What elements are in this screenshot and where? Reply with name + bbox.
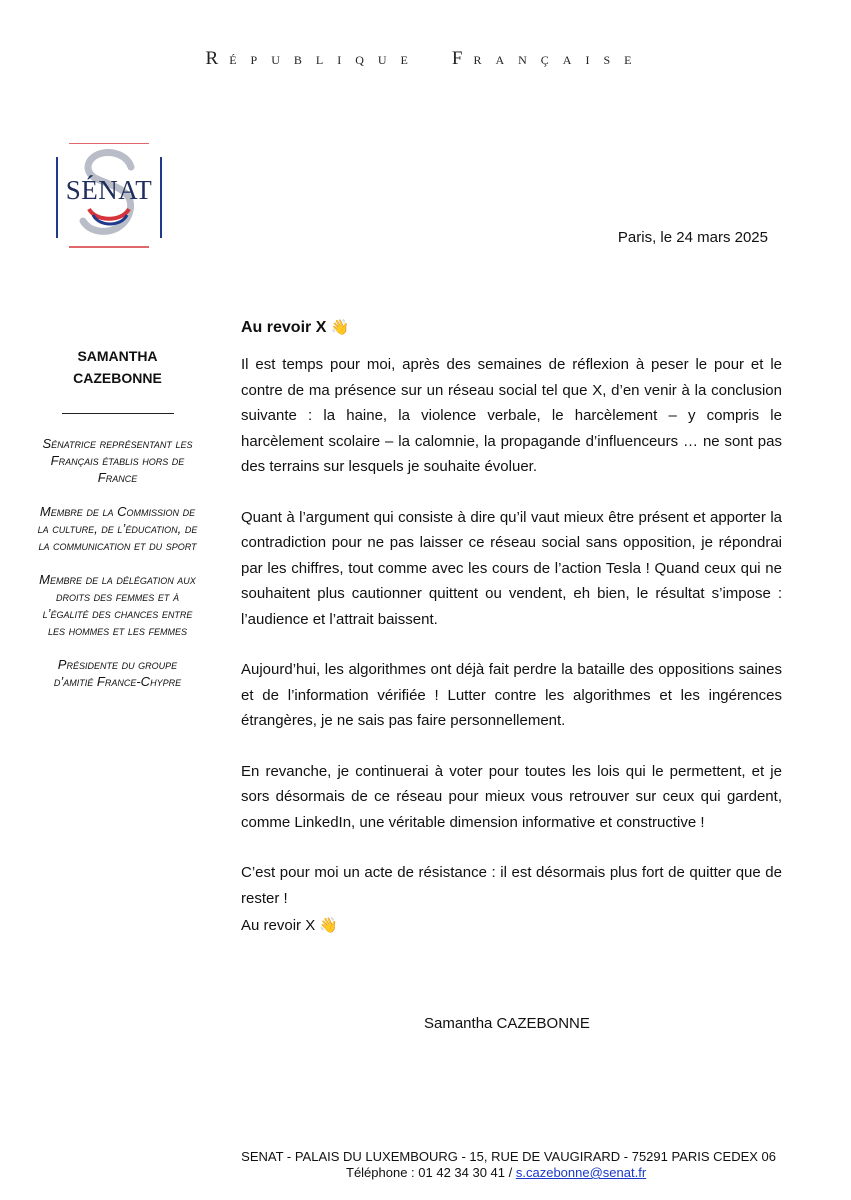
letter-date: Paris, le 24 mars 2025 xyxy=(617,229,768,246)
senator-last-name: CAZEBONNE xyxy=(73,370,162,386)
paragraph-4: En revanche, je continuerai à voter pour toutes les lois qui le permettent, et je sors désormais de ce réseau pour mieux vous retrouver sur ceux qui gardent, comme LinkedIn, une véritable dimension informative et constructive ! xyxy=(241,762,782,831)
paragraph-2: Quant à l’argument qui consiste à dire qu’il vaut mieux être présent et apporter la contradiction pour ne pas laisser ce réseau social sans opposition, je répondrai par les chiffres, tout comme avec les cours de l’action Tesla ! Quand ceux qui ne souhaitent plus cautionner quittent ou vendent, eh bien, le résultat s’impose : l’audience et l’attrait baissent. xyxy=(241,508,782,628)
paragraph-1: Il est temps pour moi, après des semaines de réflexion à peser le pour et le contre de ma présence sur un réseau social tel que X, d’en venir à la conclusion suivante : la haine, la violence verbale, le harcèlement – y compris le harcèlement scolaire – la calomnie, la propagande d’influenceurs … ne sont pas des terrains sur lesquels je souhaite évoluer. xyxy=(241,356,782,475)
header-initial-f: F xyxy=(451,48,474,69)
role-commission-culture: Membre de la Commission de la culture, de l’éducation, de la communication et du sport xyxy=(37,504,198,553)
signature: Samantha CAZEBONNE xyxy=(424,1015,590,1032)
senat-logo-text: SÉNAT xyxy=(65,175,153,205)
senator-first-name: SAMANTHA xyxy=(77,348,158,364)
waving-hand-icon: 👋 xyxy=(330,319,350,336)
footer-phone: Téléphone : 01 42 34 30 41 / xyxy=(346,1165,513,1180)
footer-contact xyxy=(346,1165,646,1181)
letter-subject-text: Au revoir X xyxy=(241,319,327,336)
footer-email-link[interactable]: s.cazebonne@senat.fr xyxy=(515,1165,647,1180)
letter-body xyxy=(241,318,782,937)
role-senatrice: Sénatrice représentant les Français établis hors de France xyxy=(42,436,193,485)
paragraph-3: Aujourd’hui, les algorithmes ont déjà fait perdre la bataille des oppositions saines et de l’information vérifiée ! Lutter contre les algorithmes et les ingérences étrangères, je ne sais pas faire personnellement. xyxy=(241,661,782,729)
letter-subject xyxy=(241,318,782,338)
role-delegation-droits-femmes: Membre de la délégation aux droits des femmes et à l’égalité des chances entre les hommes et les femmes xyxy=(39,572,196,638)
waving-hand-icon: 👋 xyxy=(319,917,339,934)
letter-closing-text: Au revoir X xyxy=(241,917,316,934)
sender-sidebar xyxy=(30,345,205,707)
role-groupe-amitie: Présidente du groupe d’amitié France-Chypre xyxy=(53,657,182,689)
senator-name xyxy=(63,345,173,389)
header-word-republique: ÉPUBLIQUE xyxy=(229,53,422,67)
letter-closing xyxy=(241,915,782,937)
senat-logo xyxy=(55,143,163,249)
paragraph-5: C’est pour moi un acte de résistance : il est désormais plus fort de quitter que de rester ! xyxy=(241,864,782,907)
header-word-francaise: RANÇAISE xyxy=(473,53,646,67)
sidebar-divider xyxy=(62,413,174,414)
footer-address: SENAT - PALAIS DU LUXEMBOURG - 15, RUE DE VAUGIRARD - 75291 PARIS CEDEX 06 xyxy=(241,1149,776,1164)
header-initial-r: R xyxy=(205,48,230,69)
republique-francaise-header xyxy=(0,48,851,70)
